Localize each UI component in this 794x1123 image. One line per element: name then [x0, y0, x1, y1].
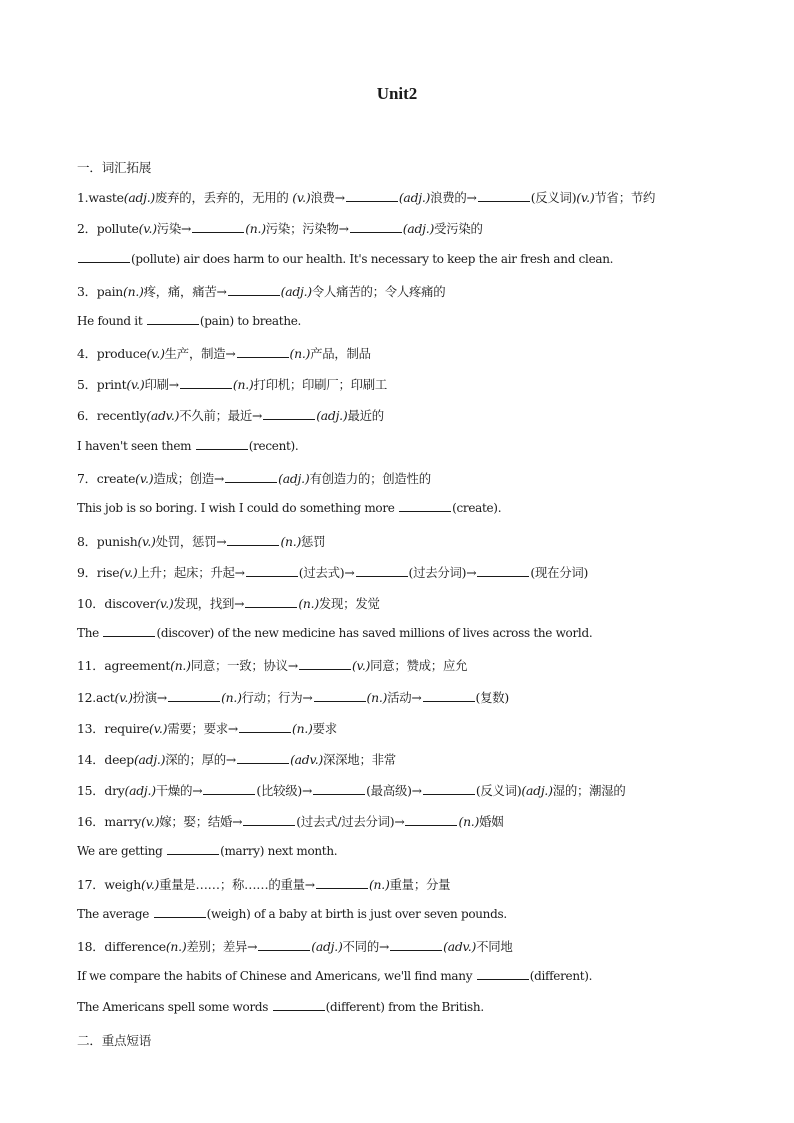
answer-blank[interactable]	[237, 752, 289, 764]
item-text: 重量；分量	[389, 877, 451, 892]
answer-blank[interactable]	[228, 284, 280, 296]
item-text: 11．agreement	[77, 658, 171, 673]
part-of-speech: (n.)	[165, 939, 187, 954]
part-of-speech: (v.)	[137, 534, 156, 549]
answer-blank[interactable]	[237, 346, 289, 358]
part-of-speech: (n.)	[368, 877, 390, 892]
item-text: (反义词)	[475, 783, 522, 798]
part-of-speech: (adj.)	[123, 190, 156, 205]
item-text: 16．marry	[77, 814, 142, 829]
item-text: 污染→	[156, 221, 192, 236]
vocab-item	[77, 188, 655, 206]
item-text: 差别；差异→	[186, 939, 258, 954]
part-of-speech: (n.)	[298, 596, 319, 611]
item-text: 干燥的→	[155, 783, 203, 798]
item-text: 9．rise	[77, 565, 120, 580]
example-sentence	[77, 500, 501, 515]
item-text: 打印机；印刷厂；印刷工	[253, 377, 388, 392]
part-of-speech: (n.)	[232, 377, 254, 392]
answer-blank[interactable]	[356, 565, 408, 577]
item-text: 2．pollute	[77, 221, 139, 236]
part-of-speech: (adj.)	[402, 221, 435, 236]
vocab-item	[77, 469, 431, 487]
vocab-item	[77, 375, 387, 393]
part-of-speech: (adj.)	[278, 471, 310, 486]
answer-blank[interactable]	[478, 190, 530, 202]
item-text: 造成；创造→	[153, 471, 225, 486]
part-of-speech: (v.)	[141, 814, 160, 829]
item-text: 深深地；非常	[323, 752, 396, 767]
item-text: 惩罚	[301, 534, 326, 549]
item-text: 嫁；娶；结婚→	[159, 814, 243, 829]
part-of-speech: (v.)	[149, 721, 168, 736]
item-text: 废弃的，丢弃的，无用的	[155, 190, 293, 205]
item-text: If we compare the habits of Chinese and Americans, we'll find many	[77, 969, 476, 983]
part-of-speech: (v.)	[292, 190, 311, 205]
item-text: 处罚，惩罚→	[155, 534, 227, 549]
item-text: 17．weigh	[77, 877, 141, 892]
part-of-speech: (v.)	[138, 221, 157, 236]
item-text: 发现，找到→	[173, 596, 245, 611]
item-text: (different).	[529, 969, 593, 983]
answer-blank[interactable]	[263, 408, 315, 420]
part-of-speech: (v.)	[126, 377, 145, 392]
vocab-item	[77, 750, 396, 768]
item-text: 上升；起床；升起→	[137, 565, 245, 580]
part-of-speech: (v.)	[135, 471, 154, 486]
item-text: 行动；行为→	[241, 690, 313, 705]
part-of-speech: (n.)	[289, 346, 311, 361]
item-text: 10．discover	[77, 596, 156, 611]
answer-blank[interactable]	[314, 690, 366, 702]
item-text: The	[77, 626, 103, 640]
part-of-speech: (adv.)	[443, 939, 477, 954]
answer-blank[interactable]	[203, 783, 255, 795]
example-sentence	[77, 999, 484, 1014]
item-text: 印刷→	[144, 377, 179, 392]
vocab-item	[77, 282, 445, 300]
answer-blank[interactable]	[192, 221, 244, 233]
answer-blank[interactable]	[239, 721, 291, 733]
item-text: He found it	[77, 314, 146, 328]
part-of-speech: (n.)	[245, 221, 266, 236]
part-of-speech: (v.)	[114, 690, 133, 705]
answer-blank[interactable]	[154, 906, 206, 918]
item-text: (最高级)→	[366, 783, 422, 798]
item-text: 同意；赞成；应允	[370, 658, 468, 673]
item-text: 6．recently	[77, 408, 147, 423]
part-of-speech: (n.)	[123, 284, 144, 299]
item-text: 污染；污染物→	[265, 221, 349, 236]
item-text: 同意；一致；协议→	[190, 658, 298, 673]
vocab-item	[77, 594, 380, 612]
part-of-speech: (adj.)	[280, 284, 312, 299]
part-of-speech: (adj.)	[521, 783, 553, 798]
item-text: We are getting	[77, 844, 167, 858]
answer-blank[interactable]	[245, 596, 297, 608]
item-text: (比较级)→	[256, 783, 313, 798]
item-text: 7．create	[77, 471, 136, 486]
item-text: 12.act	[77, 690, 115, 705]
item-text: (different) from the British.	[325, 1000, 484, 1014]
answer-blank[interactable]	[399, 500, 451, 512]
answer-blank[interactable]	[227, 534, 279, 546]
item-text: 生产，制造→	[164, 346, 236, 361]
item-text: 浪费的→	[430, 190, 477, 205]
part-of-speech: (adj.)	[316, 408, 348, 423]
vocab-item	[77, 719, 337, 737]
answer-blank[interactable]	[423, 690, 475, 702]
item-text: 1.waste	[77, 190, 124, 205]
example-sentence	[77, 251, 613, 266]
item-text: (过去式/过去分词)→	[296, 814, 405, 829]
part-of-speech: (v.)	[146, 346, 165, 361]
item-text: (discover) of the new medicine has saved millions of lives across the world.	[156, 626, 593, 640]
answer-blank[interactable]	[477, 565, 529, 577]
item-text: 5．print	[77, 377, 127, 392]
item-text: (过去式)→	[298, 565, 355, 580]
item-text: 婚姻	[479, 814, 504, 829]
part-of-speech: (v.)	[140, 877, 160, 892]
item-text: 产品，制品	[310, 346, 371, 361]
example-sentence	[77, 313, 301, 328]
part-of-speech: (adj.)	[398, 190, 431, 205]
item-text: (反义词)	[530, 190, 577, 205]
item-text: The average	[77, 907, 153, 921]
answer-blank[interactable]	[225, 471, 277, 483]
item-text: 不久前；最近→	[179, 408, 263, 423]
answer-blank[interactable]	[477, 968, 529, 980]
answer-blank[interactable]	[299, 658, 351, 670]
item-text: (pain) to breathe.	[199, 314, 302, 328]
item-text: 活动→	[387, 690, 422, 705]
part-of-speech: (adj.)	[311, 939, 343, 954]
answer-blank[interactable]	[313, 783, 365, 795]
item-text: 有创造力的；创造性的	[309, 471, 431, 486]
part-of-speech: (v.)	[155, 596, 174, 611]
example-sentence	[77, 906, 507, 921]
answer-blank[interactable]	[243, 814, 295, 826]
answer-blank[interactable]	[196, 438, 248, 450]
item-text: 不同地	[476, 939, 513, 954]
item-text: (weigh) of a baby at birth is just over seven pounds.	[206, 907, 507, 921]
example-sentence	[77, 968, 592, 983]
item-text: 深的；厚的→	[165, 752, 237, 767]
answer-blank[interactable]	[103, 625, 155, 637]
example-sentence	[77, 625, 592, 640]
item-text: (create).	[452, 501, 502, 515]
item-text: I haven't seen them	[77, 439, 195, 453]
vocab-item	[77, 937, 513, 955]
item-text: 不同的→	[342, 939, 390, 954]
item-text: 8．punish	[77, 534, 138, 549]
part-of-speech: (v.)	[119, 565, 138, 580]
vocab-item	[77, 875, 450, 893]
page-title: Unit2	[376, 84, 418, 103]
answer-blank[interactable]	[78, 251, 130, 263]
part-of-speech: (n.)	[280, 534, 302, 549]
item-text: 3．pain	[77, 284, 124, 299]
item-text: The Americans spell some words	[77, 1000, 272, 1014]
item-text: 疼，痛，痛苦→	[143, 284, 227, 299]
part-of-speech: (adj.)	[124, 783, 156, 798]
part-of-speech: (n.)	[458, 814, 480, 829]
item-text: (过去分词)→	[408, 565, 477, 580]
item-text: 湿的；潮湿的	[552, 783, 626, 798]
item-text: 最近的	[347, 408, 384, 423]
item-text: 节省；节约	[594, 190, 656, 205]
part-of-speech: (n.)	[292, 721, 313, 736]
answer-blank[interactable]	[423, 783, 475, 795]
part-of-speech: (v.)	[351, 658, 371, 673]
vocab-item	[77, 563, 588, 581]
answer-blank[interactable]	[147, 313, 199, 325]
section-heading-phrases: 二．重点短语	[77, 1033, 152, 1048]
vocab-item	[77, 656, 467, 674]
item-text: 扮演→	[132, 690, 168, 705]
part-of-speech: (n.)	[221, 690, 242, 705]
item-text: 15．dry	[77, 783, 125, 798]
item-text: 13．require	[77, 721, 150, 736]
answer-blank[interactable]	[258, 939, 310, 951]
part-of-speech: (adv.)	[146, 408, 180, 423]
part-of-speech: (adj.)	[133, 752, 166, 767]
vocab-item	[77, 812, 503, 830]
item-text: (recent).	[248, 439, 299, 453]
example-sentence	[77, 438, 298, 453]
answer-blank[interactable]	[350, 221, 402, 233]
answer-blank[interactable]	[246, 565, 298, 577]
item-text: (pollute) air does harm to our health. It's necessary to keep the air fresh and clean.	[131, 252, 614, 266]
vocab-item	[77, 532, 325, 550]
answer-blank[interactable]	[316, 877, 368, 889]
answer-blank[interactable]	[390, 939, 442, 951]
item-text: (现在分词)	[530, 565, 589, 580]
answer-blank[interactable]	[273, 999, 325, 1011]
answer-blank[interactable]	[167, 843, 219, 855]
vocab-item	[77, 688, 509, 706]
item-text: 4．produce	[77, 346, 147, 361]
answer-blank[interactable]	[346, 190, 398, 202]
item-text: 重量是……；称……的重量→	[159, 877, 315, 892]
item-text: 18．difference	[77, 939, 166, 954]
item-text: 受污染的	[434, 221, 483, 236]
vocab-item	[77, 219, 483, 237]
part-of-speech: (v.)	[576, 190, 595, 205]
vocab-item	[77, 344, 371, 362]
section-heading-vocabulary: 一．词汇拓展	[77, 160, 152, 175]
answer-blank[interactable]	[168, 690, 220, 702]
item-text: This job is so boring. I wish I could do something more	[77, 501, 399, 515]
example-sentence	[77, 843, 337, 858]
part-of-speech: (n.)	[366, 690, 388, 705]
item-text: 发现；发觉	[318, 596, 380, 611]
item-text: 14．deep	[77, 752, 134, 767]
part-of-speech: (adv.)	[290, 752, 324, 767]
vocab-item	[77, 781, 626, 799]
item-text: 浪费→	[310, 190, 345, 205]
item-text: (复数)	[475, 690, 509, 705]
vocab-item	[77, 406, 384, 424]
answer-blank[interactable]	[405, 814, 457, 826]
item-text: 令人痛苦的；令人疼痛的	[311, 284, 446, 299]
item-text: 需要；要求→	[167, 721, 239, 736]
answer-blank[interactable]	[180, 377, 232, 389]
part-of-speech: (n.)	[170, 658, 191, 673]
item-text: 要求	[312, 721, 337, 736]
item-text: (marry) next month.	[220, 844, 338, 858]
